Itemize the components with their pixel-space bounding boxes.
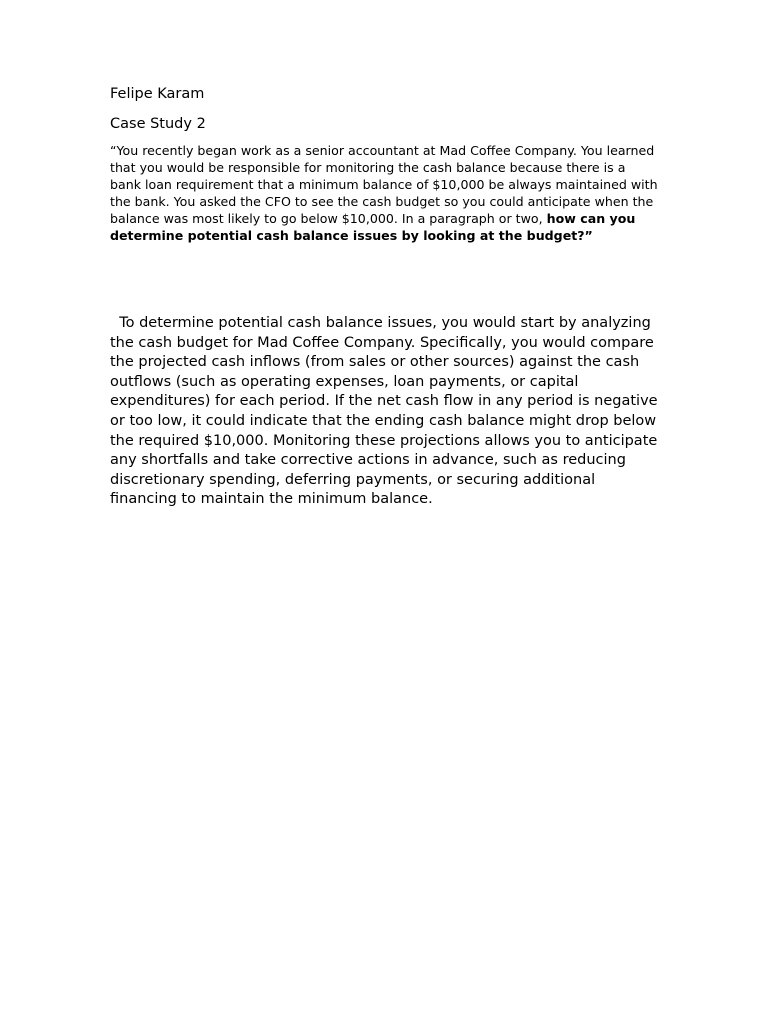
case-prompt [110, 142, 660, 244]
case-study-title: Case Study 2 [110, 116, 206, 132]
case-prompt-question: how can you determine potential cash balance issues by looking at the budget?” [110, 211, 636, 243]
author-name: Felipe Karam [110, 86, 205, 102]
case-prompt-text: “You recently began work as a senior accountant at Mad Coffee Company. You learned that you would be responsible for monitoring the cash balance because there is a bank loan requirement that a minimum balance of $10,000 be always maintained with the bank. You asked the CFO to see the cash budget so you could anticipate when the balance was most likely to go below $10,000. In a paragraph or two, [110, 143, 658, 226]
document-body [110, 84, 663, 510]
answer-paragraph: To determine potential cash balance issues, you would start by analyzing the cash budget for Mad Coffee Company. Specifically, you would compare the projected cash inflows (from sales or other sources) against the cash outflows (such as operating expenses, loan payments, or capital expenditures) for each period. If the net cash flow in any period is negative or too low, it could indicate that the ending cash balance might drop below the required $10,000. Monitoring these projections allows you to anticipate any shortfalls and take corrective actions in advance, such as reducing discretionary spending, deferring payments, or securing additional financing to maintain the minimum balance. [110, 315, 663, 508]
